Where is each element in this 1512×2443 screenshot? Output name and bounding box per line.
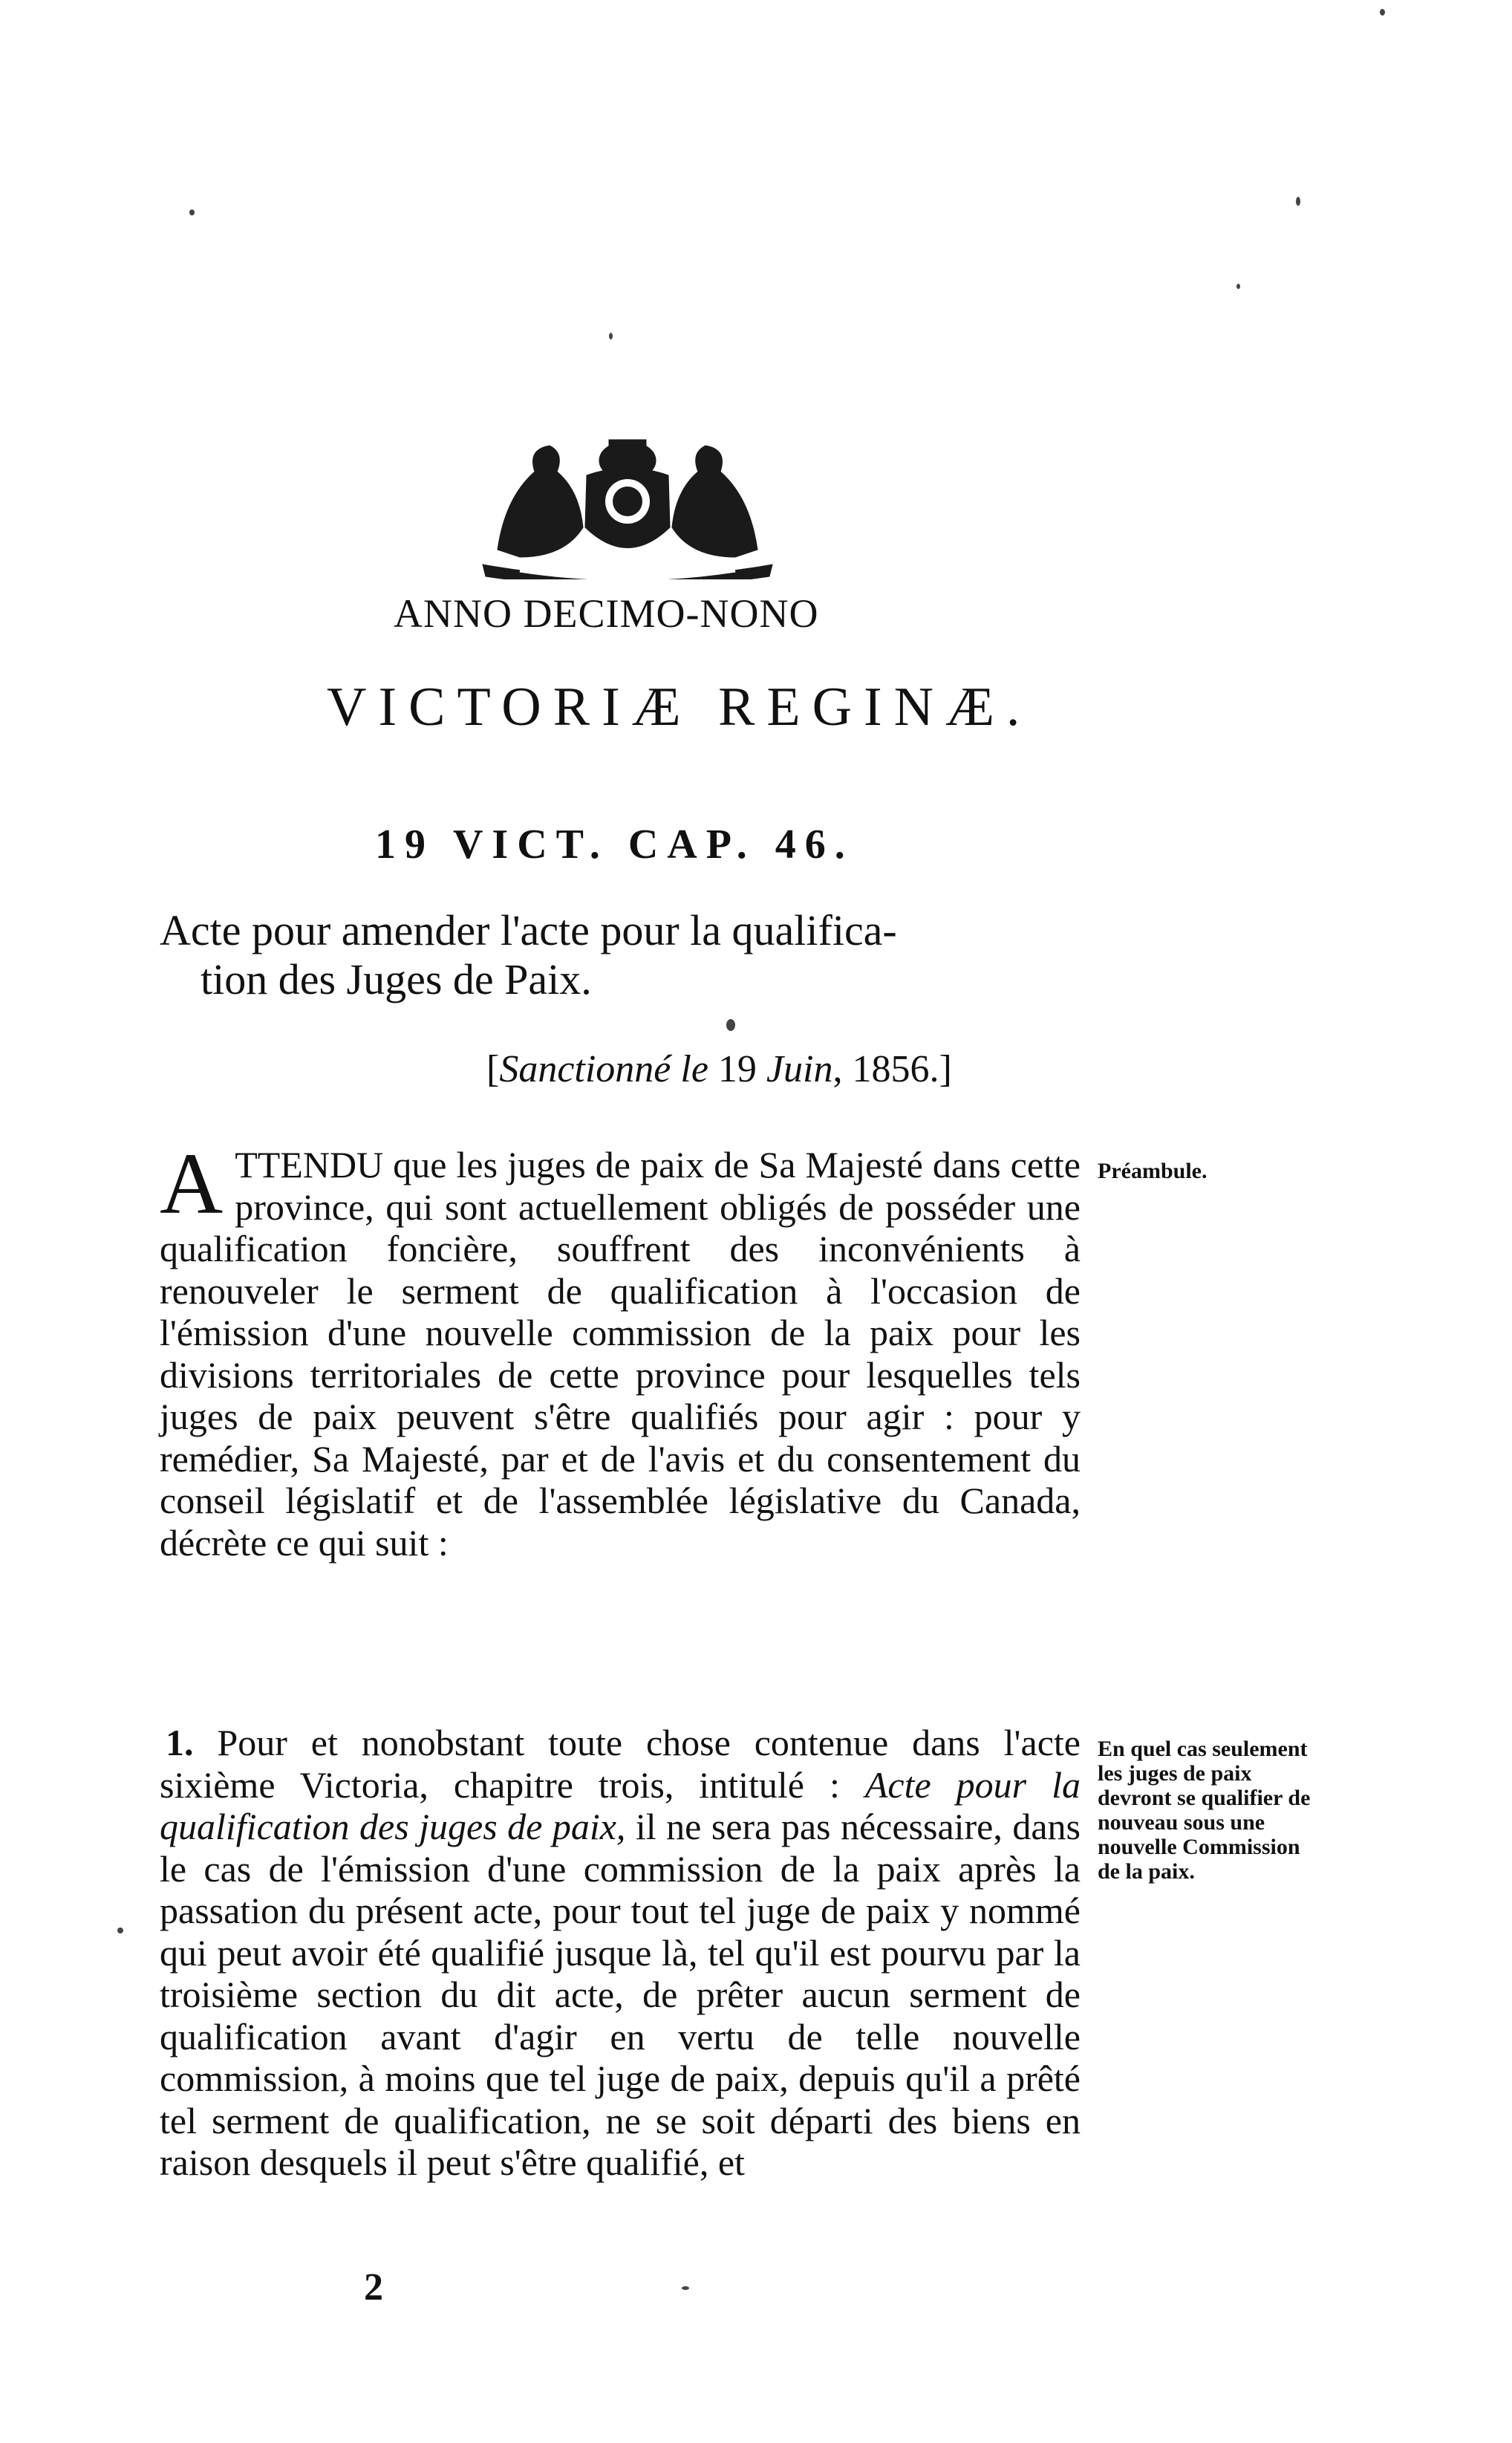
sanction-date [486, 1047, 952, 1091]
anno-heading: ANNO DECIMO-NONO [394, 591, 819, 636]
scan-speck [726, 1019, 735, 1031]
sanction-open-bracket: [ [486, 1048, 500, 1090]
sanction-month: Juin [766, 1048, 833, 1090]
section-1-paragraph [160, 1722, 1081, 2184]
section-1-margin-note: En quel cas seulement les juges de paix devront se qualifier de nouveau sous une nouvelle Commission de la paix. [1098, 1737, 1311, 1884]
sanction-day: 19 [708, 1048, 766, 1090]
cited-act-title: Acte pour la qualification des juges de paix, [160, 1763, 1081, 1847]
scan-speck [609, 333, 613, 339]
preamble-margin-note: Préambule. [1098, 1159, 1208, 1183]
scan-speck [189, 209, 195, 215]
royal-coat-of-arms-icon [475, 431, 780, 579]
act-title-line-1: Acte pour amender l'acte pour la qualifica- [160, 906, 897, 954]
act-title-line-2: tion des Juges de Paix. [201, 955, 592, 1003]
scan-speck [1380, 9, 1385, 16]
sanction-label: Sanctionné le [499, 1048, 708, 1090]
page-number: 2 [364, 2266, 383, 2309]
chapter-heading: 19 VICT. CAP. 46. [375, 822, 854, 868]
scan-speck [117, 1928, 123, 1933]
sanction-year: , 1856.] [832, 1048, 952, 1090]
scan-speck [1296, 197, 1300, 206]
preamble-paragraph [160, 1135, 1081, 1564]
section-1-text-after: il ne sera pas nécessaire, dans le cas de l'émission d'une commission de la paix après la passation du présent acte, pour tout tel juge de paix y nommé qui peut avoir été qualifié jusque là, tel qu'il est pourvu par la troisième section du dit acte, de prêter aucun serment de qualification avant d'agir en vertu de telle nouvelle commission, à moins que tel juge de paix, depuis qu'il a prêté tel serment de qualification, ne se soit départi des biens en raison desquels il peut s'être qualifié, et [160, 1806, 1081, 2183]
scan-speck [1236, 284, 1240, 289]
section-1-text-before: Pour et nonobstant toute chose contenue dans l'acte sixième Victoria, chapitre trois, intitulé : [160, 1722, 1081, 1806]
drop-cap: A [160, 1135, 224, 1232]
reign-heading: VICTORIÆ REGINÆ. [327, 677, 1032, 738]
act-title [160, 906, 1081, 1004]
scan-speck [682, 2286, 689, 2290]
section-number: 1. [166, 1722, 194, 1763]
preamble-text: TTENDU que les juges de paix de Sa Majesté dans cette province, qui sont actuellement obligés de posséder une qualification foncière, souffrent des inconvénients à renouveler le serment de qualification à l'occasion de l'émission d'une nouvelle commission de la paix pour les divisions territoriales de cette province pour lesquelles tels juges de paix peuvent s'être qualifiés pour agir : pour y remédier, Sa Majesté, par et de l'avis et du consentement du conseil législatif et de l'assemblée législative du Canada, décrète ce qui suit : [160, 1144, 1081, 1564]
